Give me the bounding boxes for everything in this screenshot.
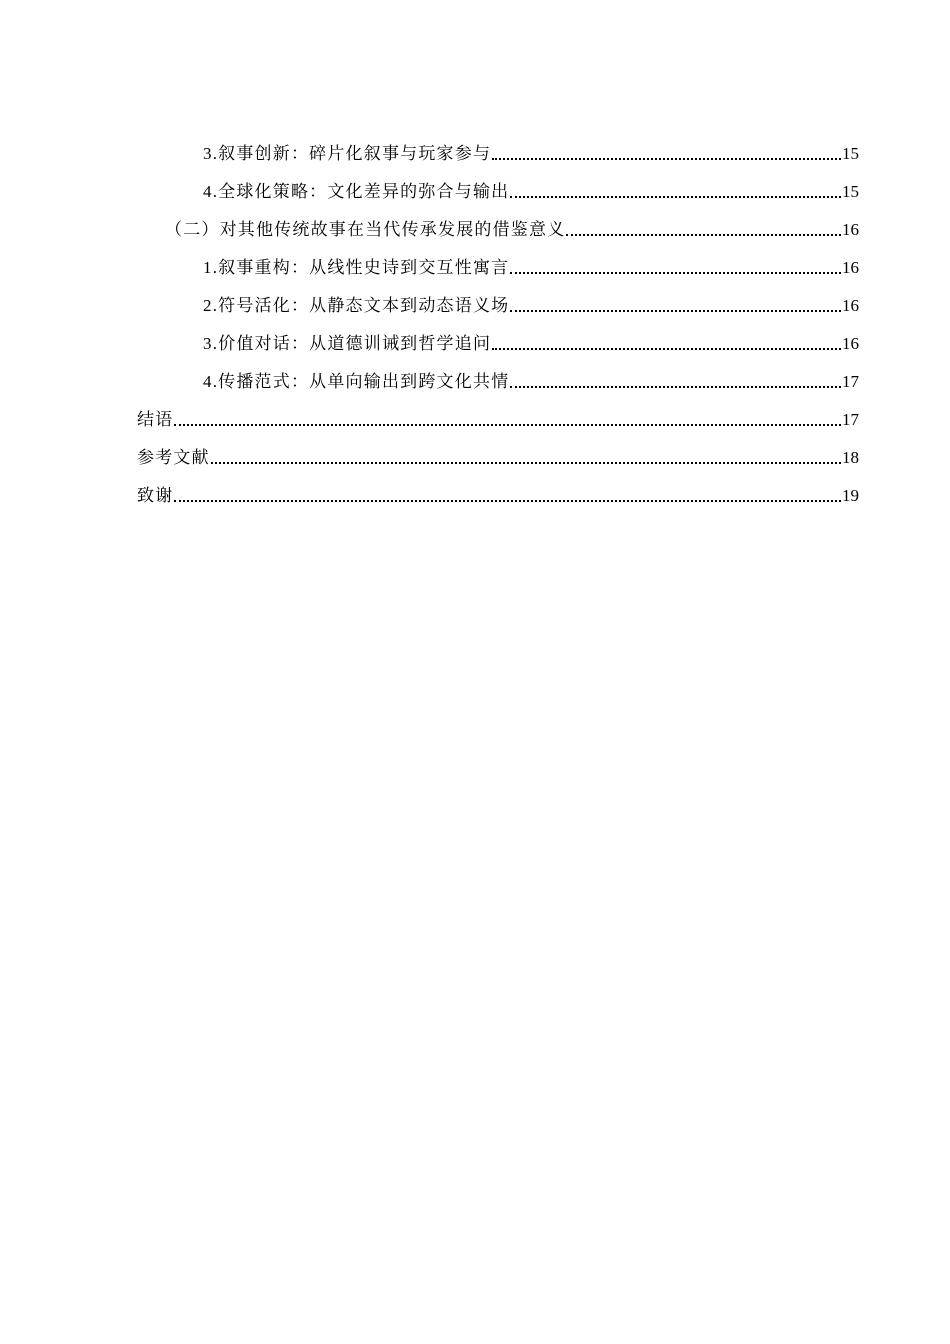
- toc-entry-label: 参考文献: [137, 448, 210, 467]
- toc-entry-section-two[interactable]: [165, 212, 859, 240]
- dot-leader: [492, 144, 841, 164]
- dot-leader: [492, 334, 841, 354]
- toc-entry-page-number: 15: [842, 144, 859, 163]
- toc-entry-page-number: 17: [842, 372, 859, 391]
- dot-leader: [510, 258, 841, 278]
- toc-entry-label: 4.全球化策略：文化差异的弥合与输出: [203, 182, 510, 201]
- dot-leader: [174, 410, 841, 430]
- toc-entry-page-number: 17: [842, 410, 859, 429]
- dot-leader: [211, 448, 841, 468]
- toc-entry-label: 结语: [137, 410, 174, 429]
- toc-entry-page-number: 16: [842, 334, 859, 353]
- toc-entry-page-number: 16: [842, 258, 859, 277]
- dot-leader: [510, 372, 841, 392]
- toc-entry-page-number: 18: [842, 448, 859, 467]
- toc-entry-label: 1.叙事重构：从线性史诗到交互性寓言: [203, 258, 510, 277]
- toc-entry-globalization-strategy[interactable]: [203, 174, 859, 202]
- toc-entry-narrative-reconstruction[interactable]: [203, 250, 859, 278]
- toc-entry-page-number: 15: [842, 182, 859, 201]
- toc-entry-label: 4.传播范式：从单向输出到跨文化共情: [203, 372, 510, 391]
- toc-entry-conclusion[interactable]: [137, 402, 859, 430]
- toc-entry-references[interactable]: [137, 440, 859, 468]
- dot-leader: [174, 486, 841, 506]
- dot-leader: [510, 296, 841, 316]
- toc-entry-symbol-activation[interactable]: [203, 288, 859, 316]
- toc-entry-label: 3.价值对话：从道德训诫到哲学追问: [203, 334, 492, 353]
- toc-entry-label: 3.叙事创新：碎片化叙事与玩家参与: [203, 144, 492, 163]
- toc-entry-value-dialogue[interactable]: [203, 326, 859, 354]
- toc-entry-page-number: 16: [842, 296, 859, 315]
- dot-leader: [566, 220, 841, 240]
- toc-entry-label: 2.符号活化：从静态文本到动态语义场: [203, 296, 510, 315]
- toc-entry-acknowledgements[interactable]: [137, 478, 859, 506]
- dot-leader: [510, 182, 841, 202]
- toc-entry-communication-paradigm[interactable]: [203, 364, 859, 392]
- toc-entry-page-number: 16: [842, 220, 859, 239]
- toc-entry-label: 致谢: [137, 486, 174, 505]
- toc-entry-narrative-innovation[interactable]: [203, 136, 859, 164]
- toc-entry-label: （二）对其他传统故事在当代传承发展的借鉴意义: [165, 220, 566, 239]
- toc-entry-page-number: 19: [842, 486, 859, 505]
